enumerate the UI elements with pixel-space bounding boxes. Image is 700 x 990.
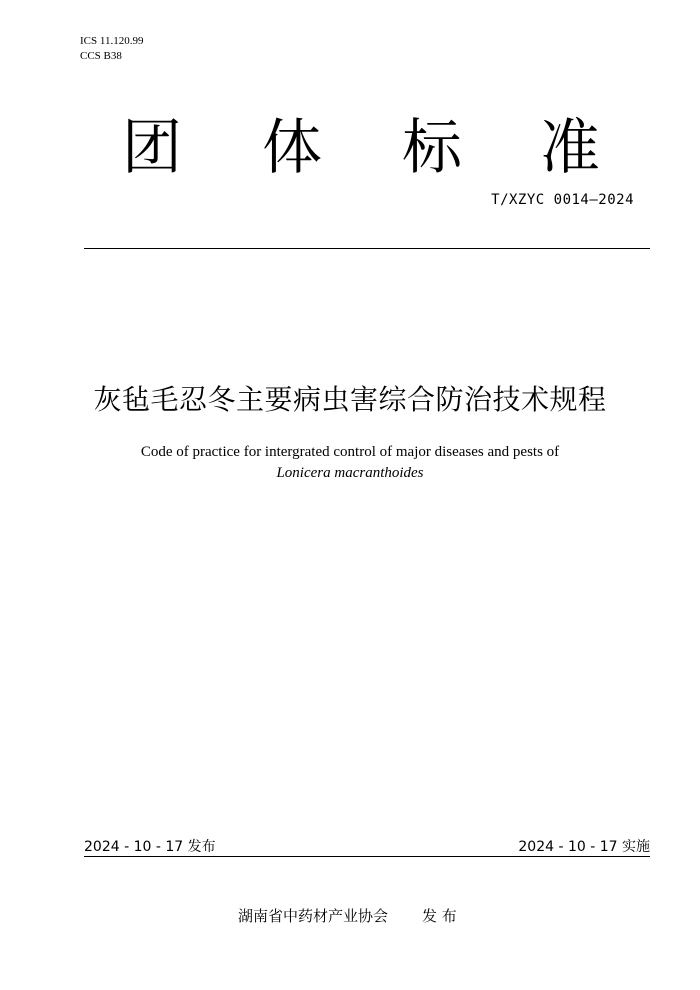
issuer-action: 发 布 [422, 907, 457, 925]
heading-char-1: 团 [122, 113, 182, 183]
english-title-line-1: Code of practice for intergrated control of major diseases and pests of [140, 444, 560, 460]
issue-date: 2024 - 10 - 17 发布 [84, 839, 216, 855]
ics-code: ICS 11.120.99 [80, 35, 144, 47]
standard-number: T/XZYC 0014—2024 [491, 192, 634, 208]
heading-char-3: 标 [402, 113, 462, 183]
bottom-divider [84, 856, 650, 857]
heading-char-2: 体 [262, 113, 322, 183]
english-title [0, 442, 700, 484]
ccs-code: CCS B38 [80, 50, 122, 62]
standard-type-heading [0, 108, 700, 188]
implementation-date: 2024 - 10 - 17 实施 [518, 839, 650, 855]
top-divider [84, 248, 650, 249]
english-title-line-2: Lonicera macranthoides [276, 465, 424, 481]
issuing-organization [238, 905, 457, 926]
chinese-title: 灰毡毛忍冬主要病虫害综合防治技术规程 [93, 383, 607, 416]
heading-char-4: 准 [540, 113, 600, 183]
issuer-name: 湖南省中药材产业协会 [238, 907, 389, 925]
classification-codes [80, 34, 143, 64]
